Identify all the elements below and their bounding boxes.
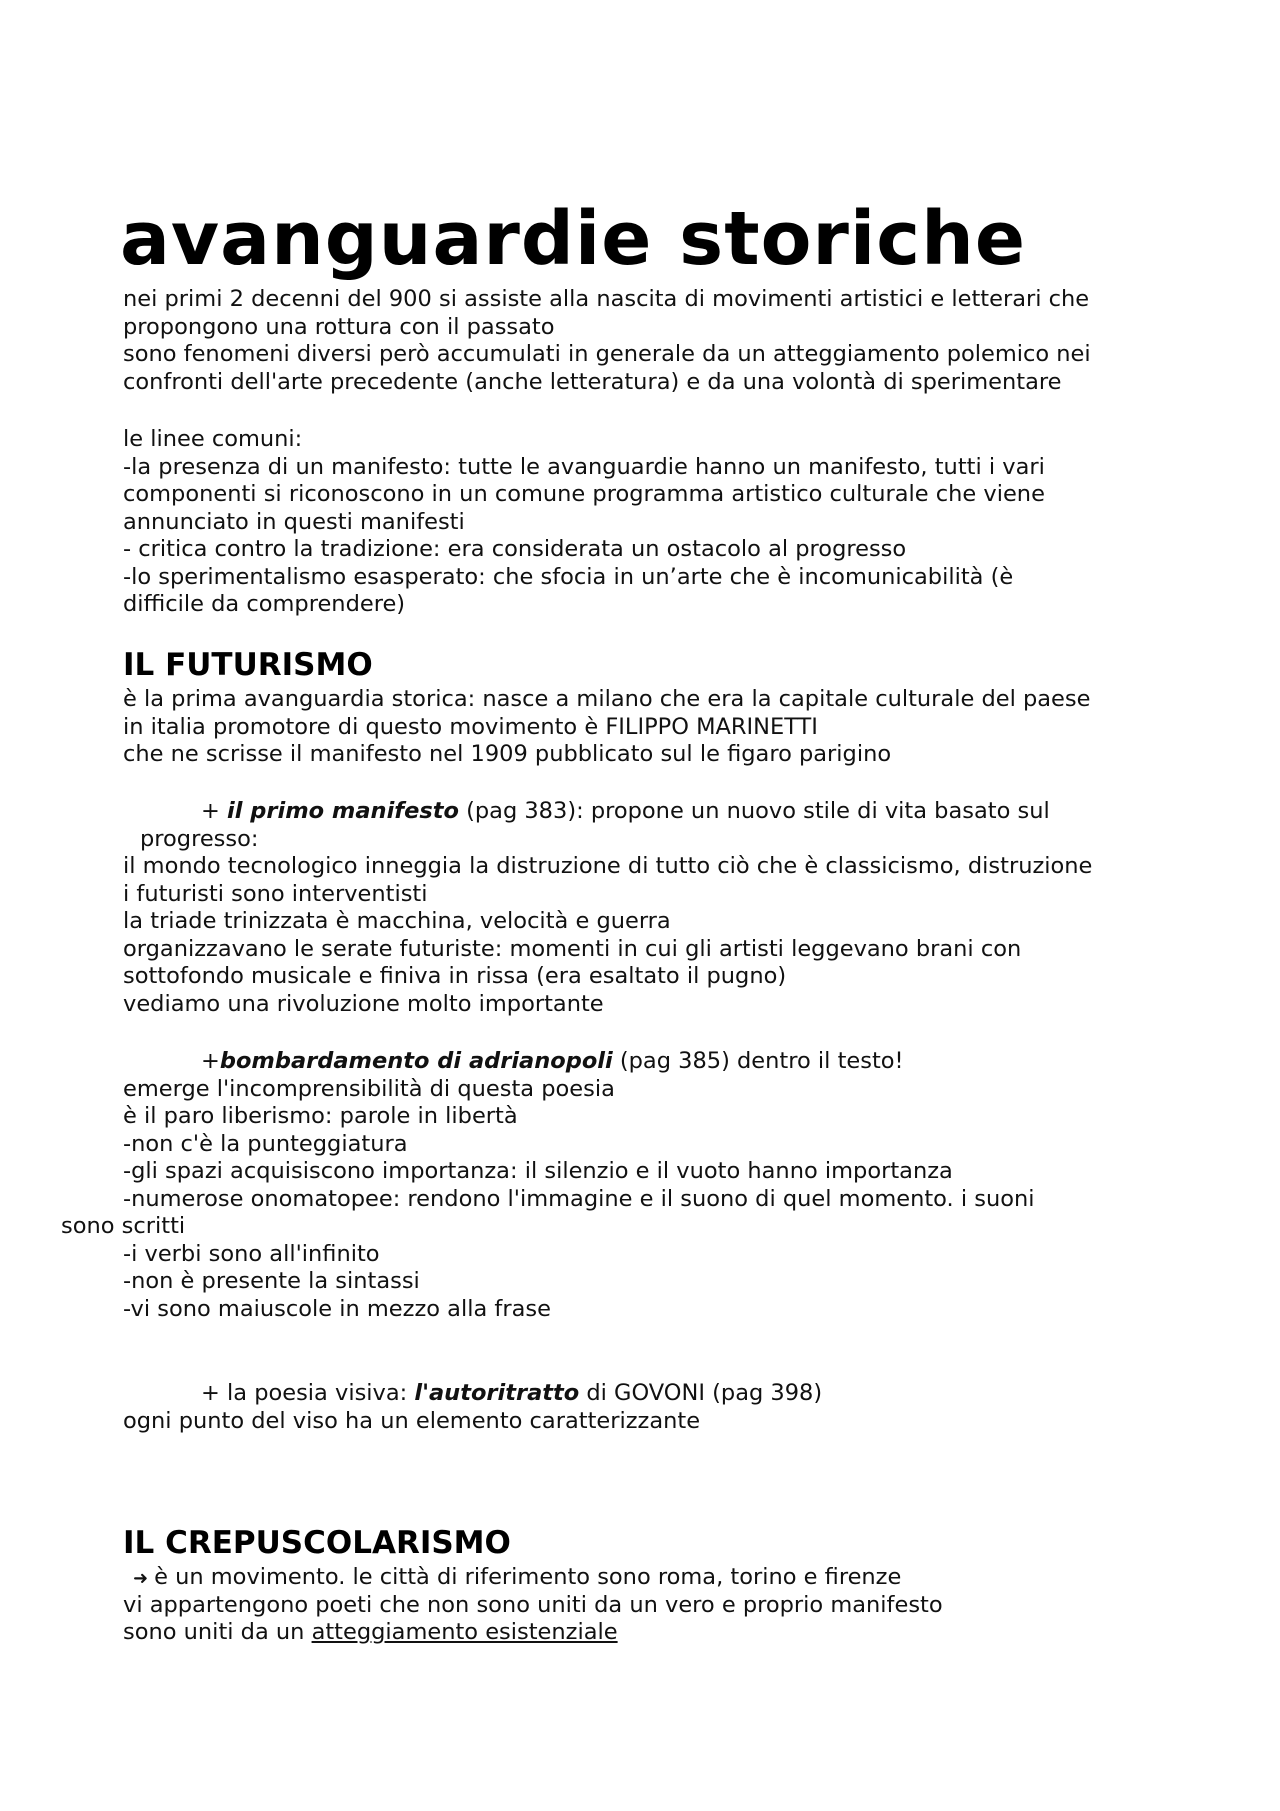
text-line: sono scritti: [61, 1213, 186, 1239]
text-line: -non c'è la punteggiatura: [123, 1130, 408, 1157]
text-line: vi appartengono poeti che non sono uniti da un vero e proprio manifesto: [123, 1591, 943, 1618]
text-line: componenti si riconoscono in un comune programma artistico culturale che viene: [123, 481, 1045, 507]
text-line: propongono una rottura con il passato: [123, 313, 555, 340]
emphasis-text: l'autoritratto: [414, 1380, 580, 1406]
bullet-prefix: + la poesia visiva:: [201, 1380, 415, 1406]
bullet-prefix: +: [201, 798, 228, 824]
crepuscolarismo-section: [123, 1564, 1183, 1647]
text-line: organizzavano le serate futuriste: momenti in cui gli artisti leggevano brani con: [123, 935, 1022, 962]
bullet-suffix: di GOVONI (pag 398): [579, 1380, 823, 1406]
underlined-text: atteggiamento esistenziale: [311, 1619, 618, 1645]
text-line: nei primi 2 decenni del 900 si assiste alla nascita di movimenti artistici e letterari che: [123, 286, 1090, 312]
section-heading-futurismo: IL FUTURISMO: [123, 647, 373, 683]
bombardamento-section: [61, 1048, 1183, 1323]
poesia-visiva-section: [123, 1380, 1183, 1435]
text-line: [123, 1619, 1183, 1647]
text-line: sottofondo musicale e finiva in rissa (era esaltato il pugno): [123, 963, 787, 989]
bullet-suffix: (pag 385) dentro il testo!: [612, 1048, 904, 1074]
text-line: la triade trinizzata è macchina, velocità e guerra: [123, 908, 671, 934]
text-line: in italia promotore di questo movimento è FILIPPO MARINETTI: [123, 713, 818, 740]
text-line: è la prima avanguardia storica: nasce a milano che era la capitale culturale del paese: [123, 686, 1091, 712]
futurismo-intro: [123, 686, 1183, 769]
bullet-line: [123, 798, 1183, 826]
text-line: -numerose onomatopee: rendono l'immagine e il suono di quel momento. i suoni: [123, 1185, 1035, 1212]
common-lines-list: [123, 426, 1183, 619]
arrow-right-icon: ➜: [133, 1568, 149, 1589]
text-line: confronti dell'arte precedente (anche letteratura) e da una volontà di sperimentare: [123, 368, 1062, 395]
text-line: progresso:: [140, 825, 259, 852]
text-line: sono fenomeni diversi però accumulati in generale da un atteggiamento polemico nei: [123, 341, 1091, 367]
text-line: vediamo una rivoluzione molto importante: [123, 990, 604, 1017]
text-line: il mondo tecnologico inneggia la distruzione di tutto ciò che è classicismo, distruzione: [123, 853, 1093, 879]
text-line: difficile da comprendere): [123, 591, 406, 617]
line-text: è un movimento. le città di riferimento sono roma, torino e firenze: [154, 1564, 902, 1590]
text-line: ogni punto del viso ha un elemento caratterizzante: [123, 1407, 701, 1434]
primo-manifesto-section: [123, 798, 1183, 1018]
section-heading-crepuscolarismo: IL CREPUSCOLARISMO: [123, 1525, 511, 1561]
text-line: le linee comuni:: [123, 426, 303, 452]
text-line: -vi sono maiuscole in mezzo alla frase: [123, 1295, 551, 1322]
text-line: -la presenza di un manifesto: tutte le avanguardie hanno un manifesto, tutti i vari: [123, 453, 1045, 480]
intro-paragraph: [123, 286, 1183, 396]
bullet-line: [123, 1380, 1183, 1408]
text-line: emerge l'incomprensibilità di questa poesia: [123, 1075, 615, 1102]
text-line: [123, 1564, 1183, 1592]
line-text: sono uniti da un: [123, 1619, 312, 1645]
text-line: annunciato in questi manifesti: [123, 508, 465, 535]
text-line: è il paro liberismo: parole in libertà: [123, 1103, 518, 1129]
bullet-suffix: (pag 383): propone un nuovo stile di vita basato sul: [458, 798, 1050, 824]
text-line: -i verbi sono all'infinito: [123, 1240, 380, 1267]
text-line: - critica contro la tradizione: era considerata un ostacolo al progresso: [123, 536, 907, 562]
text-line: -lo sperimentalismo esasperato: che sfocia in un’arte che è incomunicabilità (è: [123, 563, 1014, 590]
bullet-line: [123, 1048, 1183, 1076]
text-line: -non è presente la sintassi: [123, 1268, 420, 1294]
emphasis-text: il primo manifesto: [227, 798, 459, 824]
bullet-prefix: +: [201, 1048, 220, 1074]
text-line: -gli spazi acquisiscono importanza: il silenzio e il vuoto hanno importanza: [123, 1158, 953, 1184]
text-line: che ne scrisse il manifesto nel 1909 pubblicato sul le figaro parigino: [123, 741, 892, 767]
text-line: i futuristi sono interventisti: [123, 880, 428, 907]
page-title: avanguardie storiche: [120, 196, 1027, 282]
emphasis-text: bombardamento di adrianopoli: [219, 1048, 613, 1074]
